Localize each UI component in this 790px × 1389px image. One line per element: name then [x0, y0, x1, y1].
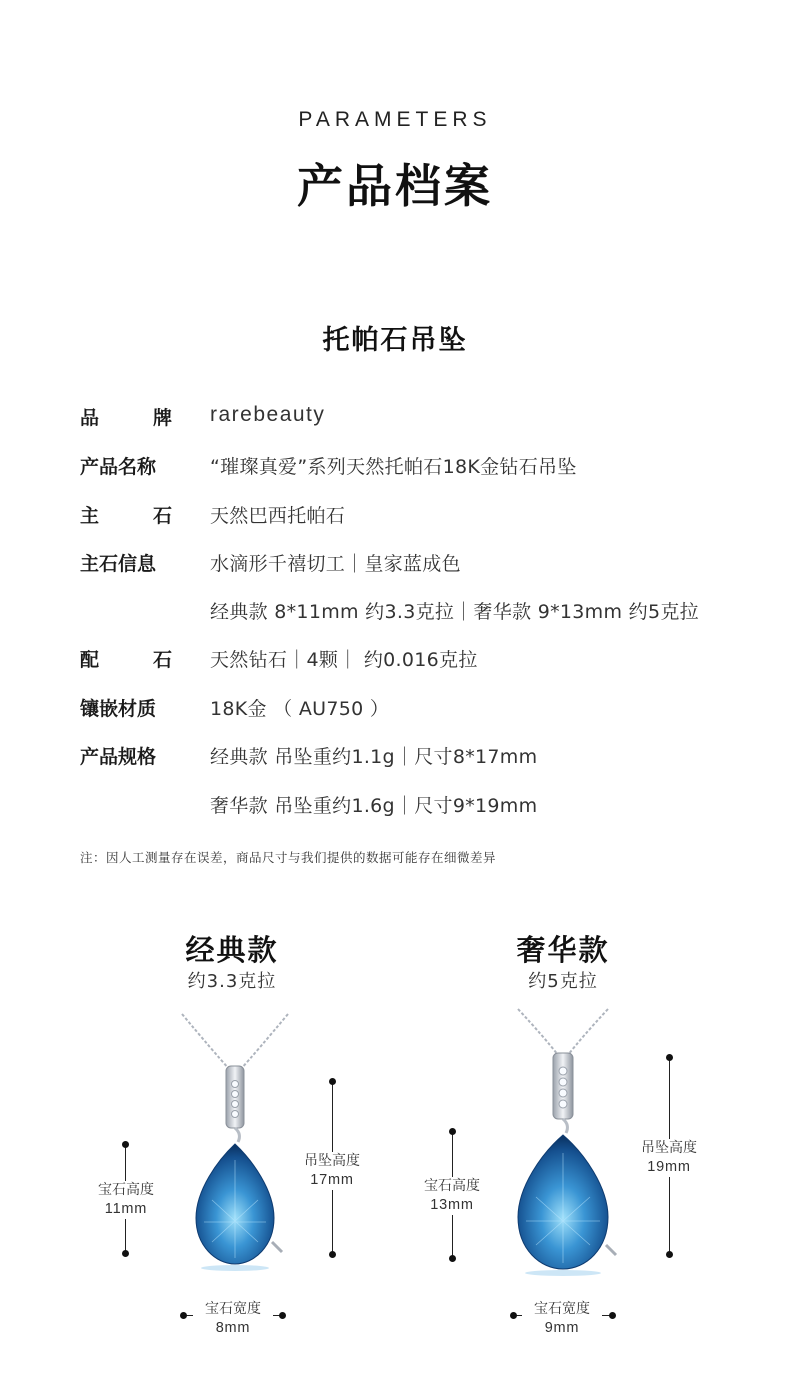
spec-row-main-stone: [0, 501, 790, 531]
spec-value: “璀璨真爱”系列天然托帕石18K金钻石吊坠: [210, 456, 577, 478]
gem-width-label-classic: [193, 1300, 273, 1338]
gem-height-value: 11mm: [104, 1201, 148, 1217]
gem-height-label-luxury: [412, 1177, 492, 1215]
spec-row-main-stone-info-2: [0, 597, 790, 627]
spec-row-side-stone: [0, 645, 790, 675]
pendant-height-dot-bottom-luxury: [666, 1251, 673, 1258]
gem-height-dot-bottom-luxury: [449, 1255, 456, 1262]
spec-value: rarebeauty: [210, 403, 326, 426]
pendant-image-classic: [160, 1010, 310, 1275]
spec-label: 主石信息: [80, 553, 157, 575]
spec-value: 18K金 （ AU750 ）: [210, 698, 390, 720]
gem-height-value: 13mm: [430, 1197, 474, 1213]
pendant-height-dot-bottom-classic: [329, 1251, 336, 1258]
gem-height-dot-top-classic: [122, 1141, 129, 1148]
gem-width-label-luxury: [522, 1300, 602, 1338]
gem-height-dot-top-luxury: [449, 1128, 456, 1135]
page-title: 产品档案: [297, 159, 493, 213]
spec-row-spec-2: [0, 791, 790, 821]
gem-width-dot-right-luxury: [609, 1312, 616, 1319]
gem-width-value: 8mm: [215, 1320, 251, 1336]
pendant-height-text: 吊坠高度: [641, 1140, 697, 1156]
gem-height-dot-bottom-classic: [122, 1250, 129, 1257]
spec-row-material: [0, 694, 790, 724]
spec-value: 奢华款 吊坠重约1.6g｜尺寸9*19mm: [210, 795, 538, 817]
gem-height-text: 宝石高度: [98, 1182, 154, 1198]
spec-label: 产品规格: [80, 746, 157, 768]
spec-label: 主 石: [80, 505, 172, 527]
spec-value: 天然巴西托帕石: [210, 505, 346, 527]
pendant-image-luxury: [488, 1005, 638, 1280]
spec-label: 镶嵌材质: [80, 698, 157, 720]
spec-row-main-stone-info: [0, 549, 790, 579]
spec-value: 经典款 8*11mm 约3.3克拉｜奢华款 9*13mm 约5克拉: [210, 601, 699, 623]
measurement-note: 注：因人工测量存在误差，商品尺寸与我们提供的数据可能存在细微差异: [80, 850, 497, 865]
pendant-height-dot-top-luxury: [666, 1054, 673, 1061]
gem-width-dot-left-luxury: [510, 1312, 517, 1319]
gem-width-text: 宝石宽度: [193, 1300, 273, 1319]
variant-weight-classic: 约3.3克拉: [187, 971, 277, 992]
spec-row-brand: [0, 403, 790, 433]
pendant-height-value: 17mm: [310, 1172, 354, 1188]
spec-label: 产品名称: [80, 456, 157, 478]
pendant-height-text: 吊坠高度: [304, 1153, 360, 1169]
variant-title-classic: 经典款: [185, 933, 279, 967]
variant-title-luxury: 奢华款: [516, 933, 610, 967]
spec-row-product-name: [0, 452, 790, 482]
pendant-height-label-classic: [292, 1152, 372, 1190]
spec-value: 天然钻石｜4颗｜ 约0.016克拉: [210, 649, 478, 671]
pendant-height-label-luxury: [629, 1139, 709, 1177]
gem-height-label-classic: [86, 1181, 166, 1219]
spec-row-spec: [0, 742, 790, 772]
eyebrow-text: PARAMETERS: [298, 108, 492, 131]
pendant-height-value: 19mm: [647, 1159, 691, 1175]
product-name: 托帕石吊坠: [322, 325, 468, 356]
gem-width-text: 宝石宽度: [522, 1300, 602, 1319]
spec-value: 水滴形千禧切工｜皇家蓝成色: [210, 553, 461, 575]
spec-label: 配 石: [80, 649, 172, 671]
variant-weight-luxury: 约5克拉: [528, 971, 598, 992]
gem-width-dot-right-classic: [279, 1312, 286, 1319]
gem-width-dot-left-classic: [180, 1312, 187, 1319]
pendant-height-dot-top-classic: [329, 1078, 336, 1085]
gem-width-value: 9mm: [544, 1320, 580, 1336]
spec-value: 经典款 吊坠重约1.1g｜尺寸8*17mm: [210, 746, 538, 768]
spec-label: 品 牌: [80, 407, 172, 429]
gem-height-text: 宝石高度: [424, 1178, 480, 1194]
